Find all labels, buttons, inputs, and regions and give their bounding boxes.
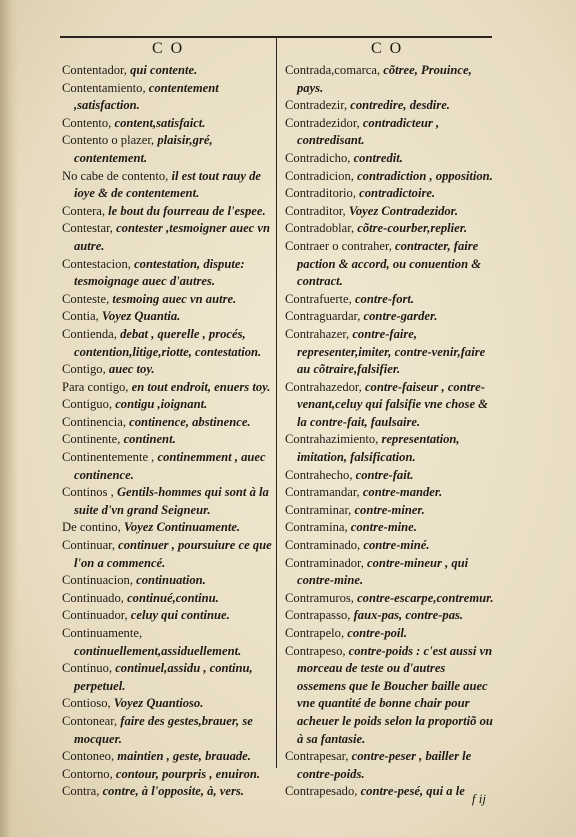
dictionary-entry xyxy=(62,414,272,432)
entry-translation: Gentils-hommes qui sont à la suite d'vn grand Seigneur. xyxy=(74,485,269,517)
entry-translation: debat , querelle , procés, contention,litige,riotte, contestation. xyxy=(74,326,262,359)
entry-translation: Voyez Quantia. xyxy=(101,309,181,324)
dictionary-entry xyxy=(62,308,272,326)
entry-headword: Contraguardar, xyxy=(285,309,361,324)
entry-translation: contredit. xyxy=(353,150,403,165)
entry-translation: content,satisfaict. xyxy=(114,115,206,130)
entry-headword: Continuacion, xyxy=(62,573,134,588)
entry-translation: continemment , auec continence. xyxy=(74,450,266,482)
dictionary-entry xyxy=(285,625,495,643)
entry-headword: Contraditorio, xyxy=(285,186,357,201)
dictionary-entry xyxy=(285,168,495,186)
entry-headword: Contrahazer, xyxy=(285,326,350,341)
entry-headword: Contonear, xyxy=(62,713,118,728)
dictionary-entry xyxy=(285,203,495,221)
entry-translation: Voyez Continuamente. xyxy=(123,520,241,535)
entry-headword: Contestar, xyxy=(62,221,113,236)
dictionary-entry xyxy=(285,185,495,203)
dictionary-entry xyxy=(62,537,272,572)
entry-translation: contre-fait. xyxy=(355,467,414,482)
running-head-right: C O xyxy=(371,40,404,57)
entry-headword: Contramandar, xyxy=(285,485,360,500)
dictionary-entry xyxy=(62,695,272,713)
dictionary-entry xyxy=(62,431,272,449)
entry-translation: contestation, dispute: tesmoignage auec d'autres. xyxy=(74,256,245,289)
dictionary-entry xyxy=(62,203,272,221)
right-column xyxy=(285,62,495,801)
entry-headword: Continencia, xyxy=(62,414,127,429)
entry-translation: continué,continu. xyxy=(127,590,219,605)
signature-mark: f ij xyxy=(471,791,486,806)
entry-headword: Contrada,comarca, xyxy=(285,63,381,77)
dictionary-entry xyxy=(62,132,272,167)
dictionary-entry xyxy=(285,379,495,432)
dictionary-entry xyxy=(62,783,272,801)
entry-translation: continence, abstinence. xyxy=(129,414,251,429)
dictionary-entry xyxy=(62,62,272,80)
entry-headword: Contera, xyxy=(62,203,106,218)
entry-headword: Contento, xyxy=(62,115,112,130)
entry-translation: contre-faire, representer,imiter, contre-venir,faire au cõtraire,falsifier. xyxy=(297,326,486,377)
entry-translation: contre-miner. xyxy=(354,502,425,517)
entry-translation: faux-pas, contre-pas. xyxy=(353,608,464,623)
dictionary-entry xyxy=(62,168,272,203)
entry-translation: Voyez Quantioso. xyxy=(113,696,204,711)
entry-headword: Contradicho, xyxy=(285,150,351,165)
dictionary-entry xyxy=(62,607,272,625)
dictionary-entry xyxy=(285,502,495,520)
entry-translation: contradicteur , contredisant. xyxy=(297,115,440,148)
entry-translation: contre-mineur , qui contre-mine. xyxy=(297,555,469,588)
entry-headword: Contrapelo, xyxy=(285,626,345,640)
entry-translation: contre-poids : c'est aussi vn morceau de teste ou d'autres ossemens que le Boucher baille auec vne quantité de bonne chair pour acheuer le poids selon la proportiõ ou à sa fantasie. xyxy=(297,643,493,746)
entry-translation: contre, à l'opposite, à, vers. xyxy=(102,784,244,799)
entry-headword: Contentador, xyxy=(62,63,127,77)
entry-translation: contre-escarpe,contremur. xyxy=(357,590,494,605)
entry-translation: contre-faiseur , contre-venant,celuy qui falsifie vne chose & la contre-fait, faulsaire. xyxy=(297,379,488,429)
entry-headword: Contorno, xyxy=(62,766,113,781)
dictionary-entry xyxy=(285,220,495,238)
entry-headword: Continuar, xyxy=(62,538,116,553)
entry-headword: Contramuros, xyxy=(285,590,354,605)
entry-translation: contigu ,ioignant. xyxy=(115,397,208,412)
entry-headword: Contraminador, xyxy=(285,555,364,570)
entry-translation: contre-miné. xyxy=(363,538,430,553)
entry-translation: tesmoing auec vn autre. xyxy=(112,291,237,306)
entry-translation: contre-garder. xyxy=(363,309,438,324)
entry-headword: Conteste, xyxy=(62,291,110,306)
dictionary-entry xyxy=(62,256,272,291)
entry-headword: Contoneo, xyxy=(62,749,115,764)
dictionary-entry xyxy=(62,625,272,660)
entry-translation: celuy qui continue. xyxy=(130,608,230,623)
entry-headword: Contrahazimiento, xyxy=(285,432,379,447)
entry-translation: en tout endroit, enuers toy. xyxy=(131,379,271,394)
entry-translation: Voyez Contradezidor. xyxy=(348,203,459,218)
entry-headword: Continentemente , xyxy=(62,450,155,465)
entry-translation: continuellement,assiduellement. xyxy=(74,643,242,658)
entry-translation: contradictoire. xyxy=(359,186,436,201)
dictionary-entry xyxy=(62,660,272,695)
entry-headword: De contino, xyxy=(62,520,121,535)
dictionary-entry xyxy=(62,590,272,608)
entry-translation: maintien , geste, brauade. xyxy=(117,749,251,764)
dictionary-entry xyxy=(285,484,495,502)
entry-translation: continent. xyxy=(123,432,176,447)
dictionary-entry xyxy=(62,396,272,414)
dictionary-entry xyxy=(285,62,495,97)
entry-headword: Continuo, xyxy=(62,661,113,676)
dictionary-entry xyxy=(285,519,495,537)
entry-translation: contre-mander. xyxy=(362,485,443,500)
entry-translation: contester ,tesmoigner auec vn autre. xyxy=(74,221,270,253)
entry-headword: Continos , xyxy=(62,485,114,500)
entry-headword: Contradezidor, xyxy=(285,115,360,130)
entry-headword: Contiguo, xyxy=(62,397,113,412)
entry-translation: contracter, faire paction & accord, ou conuention & contract. xyxy=(297,238,482,289)
entry-headword: Contramina, xyxy=(285,520,348,535)
dictionary-entry xyxy=(62,713,272,748)
entry-translation: contre-fort. xyxy=(354,291,415,306)
dictionary-entry xyxy=(285,607,495,625)
entry-headword: Para contigo, xyxy=(62,379,129,394)
entry-translation: faire des gestes,brauer, se mocquer. xyxy=(74,713,253,746)
entry-headword: Contienda, xyxy=(62,326,117,341)
dictionary-entry xyxy=(62,748,272,766)
entry-headword: Continuamente, xyxy=(62,626,143,640)
dictionary-entry xyxy=(285,326,495,379)
entry-headword: Continuador, xyxy=(62,608,128,623)
dictionary-entry xyxy=(62,220,272,255)
dictionary-entry xyxy=(285,467,495,485)
dictionary-entry xyxy=(285,590,495,608)
entry-translation: auec toy. xyxy=(108,362,155,377)
dictionary-entry xyxy=(285,783,495,801)
entry-translation: contredire, desdire. xyxy=(350,98,450,113)
entry-translation: qui contente. xyxy=(130,63,198,77)
dictionary-entry xyxy=(285,748,495,783)
entry-translation: cõtre-courber,replier. xyxy=(357,221,468,236)
page-edge-shadow xyxy=(0,0,18,837)
dictionary-entry xyxy=(62,115,272,133)
entry-translation: cõtree, Prouince, pays. xyxy=(297,63,472,95)
dictionary-entry xyxy=(62,291,272,309)
entry-headword: Contraditor, xyxy=(285,203,346,218)
entry-translation: continuation. xyxy=(136,573,206,588)
entry-translation: representation, imitation, falsification. xyxy=(297,432,460,465)
entry-headword: Contento o plazer, xyxy=(62,133,155,148)
entry-translation: contre-peser , bailler le contre-poids. xyxy=(297,749,472,781)
entry-headword: Contrapasso, xyxy=(285,608,351,623)
dictionary-entry xyxy=(62,379,272,397)
entry-headword: Contrapesado, xyxy=(285,784,358,799)
dictionary-entry xyxy=(62,326,272,361)
entry-headword: Contrapeso, xyxy=(285,643,346,658)
entry-headword: Continente, xyxy=(62,432,121,447)
dictionary-entry xyxy=(285,555,495,590)
entry-headword: Contia, xyxy=(62,309,99,324)
entry-headword: Contraminado, xyxy=(285,538,361,553)
dictionary-entry xyxy=(285,537,495,555)
dictionary-entry xyxy=(62,361,272,379)
column-divider xyxy=(276,38,277,768)
entry-translation: contre-pesé, qui a le xyxy=(360,784,465,799)
entry-headword: Contra, xyxy=(62,784,100,799)
dictionary-entry xyxy=(285,150,495,168)
dictionary-entry xyxy=(285,431,495,466)
entry-headword: Contigo, xyxy=(62,362,106,377)
entry-translation: contradiction , opposition. xyxy=(357,168,493,183)
dictionary-entry xyxy=(285,291,495,309)
dictionary-entry xyxy=(62,766,272,784)
entry-headword: Contradezir, xyxy=(285,98,348,113)
entry-translation: continuel,assidu , continu, perpetuel. xyxy=(74,661,253,693)
entry-headword: Contraminar, xyxy=(285,502,352,517)
entry-headword: Continuado, xyxy=(62,590,124,605)
entry-translation: contre-mine. xyxy=(350,520,417,535)
entry-headword: Contraer o contraher, xyxy=(285,238,392,253)
entry-headword: Contrahecho, xyxy=(285,467,353,482)
dictionary-entry xyxy=(62,449,272,484)
dictionary-entry xyxy=(285,115,495,150)
dictionary-entry xyxy=(285,97,495,115)
dictionary-entry xyxy=(62,572,272,590)
entry-headword: Contioso, xyxy=(62,696,111,711)
entry-translation: contour, pourpris , enuiron. xyxy=(115,766,261,781)
entry-headword: Contrapesar, xyxy=(285,749,349,764)
entry-headword: Contestacion, xyxy=(62,256,131,271)
entry-translation: contentement ,satisfaction. xyxy=(74,80,219,113)
entry-translation: contre-poil. xyxy=(347,626,408,640)
running-head-left: C O xyxy=(152,40,185,57)
entry-translation: le bout du fourreau de l'espee. xyxy=(108,203,266,218)
dictionary-entry xyxy=(285,308,495,326)
dictionary-entry xyxy=(62,519,272,537)
dictionary-entry xyxy=(62,80,272,115)
dictionary-entry xyxy=(62,484,272,519)
entry-headword: Contradicion, xyxy=(285,168,354,183)
entry-translation: il est tout rauy de ioye & de contentement. xyxy=(74,168,262,201)
entry-headword: Contentamiento, xyxy=(62,80,146,95)
entry-headword: Contradoblar, xyxy=(285,221,355,236)
entry-translation: continuer , poursuiure ce que l'on a commencé. xyxy=(74,538,272,570)
entry-headword: No cabe de contento, xyxy=(62,168,169,183)
entry-headword: Contrafuerte, xyxy=(285,291,352,306)
dictionary-entry xyxy=(285,643,495,749)
left-column xyxy=(62,62,272,801)
entry-translation: plaisir,gré, contentement. xyxy=(74,133,213,165)
dictionary-entry xyxy=(285,238,495,291)
entry-headword: Contrahazedor, xyxy=(285,379,362,394)
